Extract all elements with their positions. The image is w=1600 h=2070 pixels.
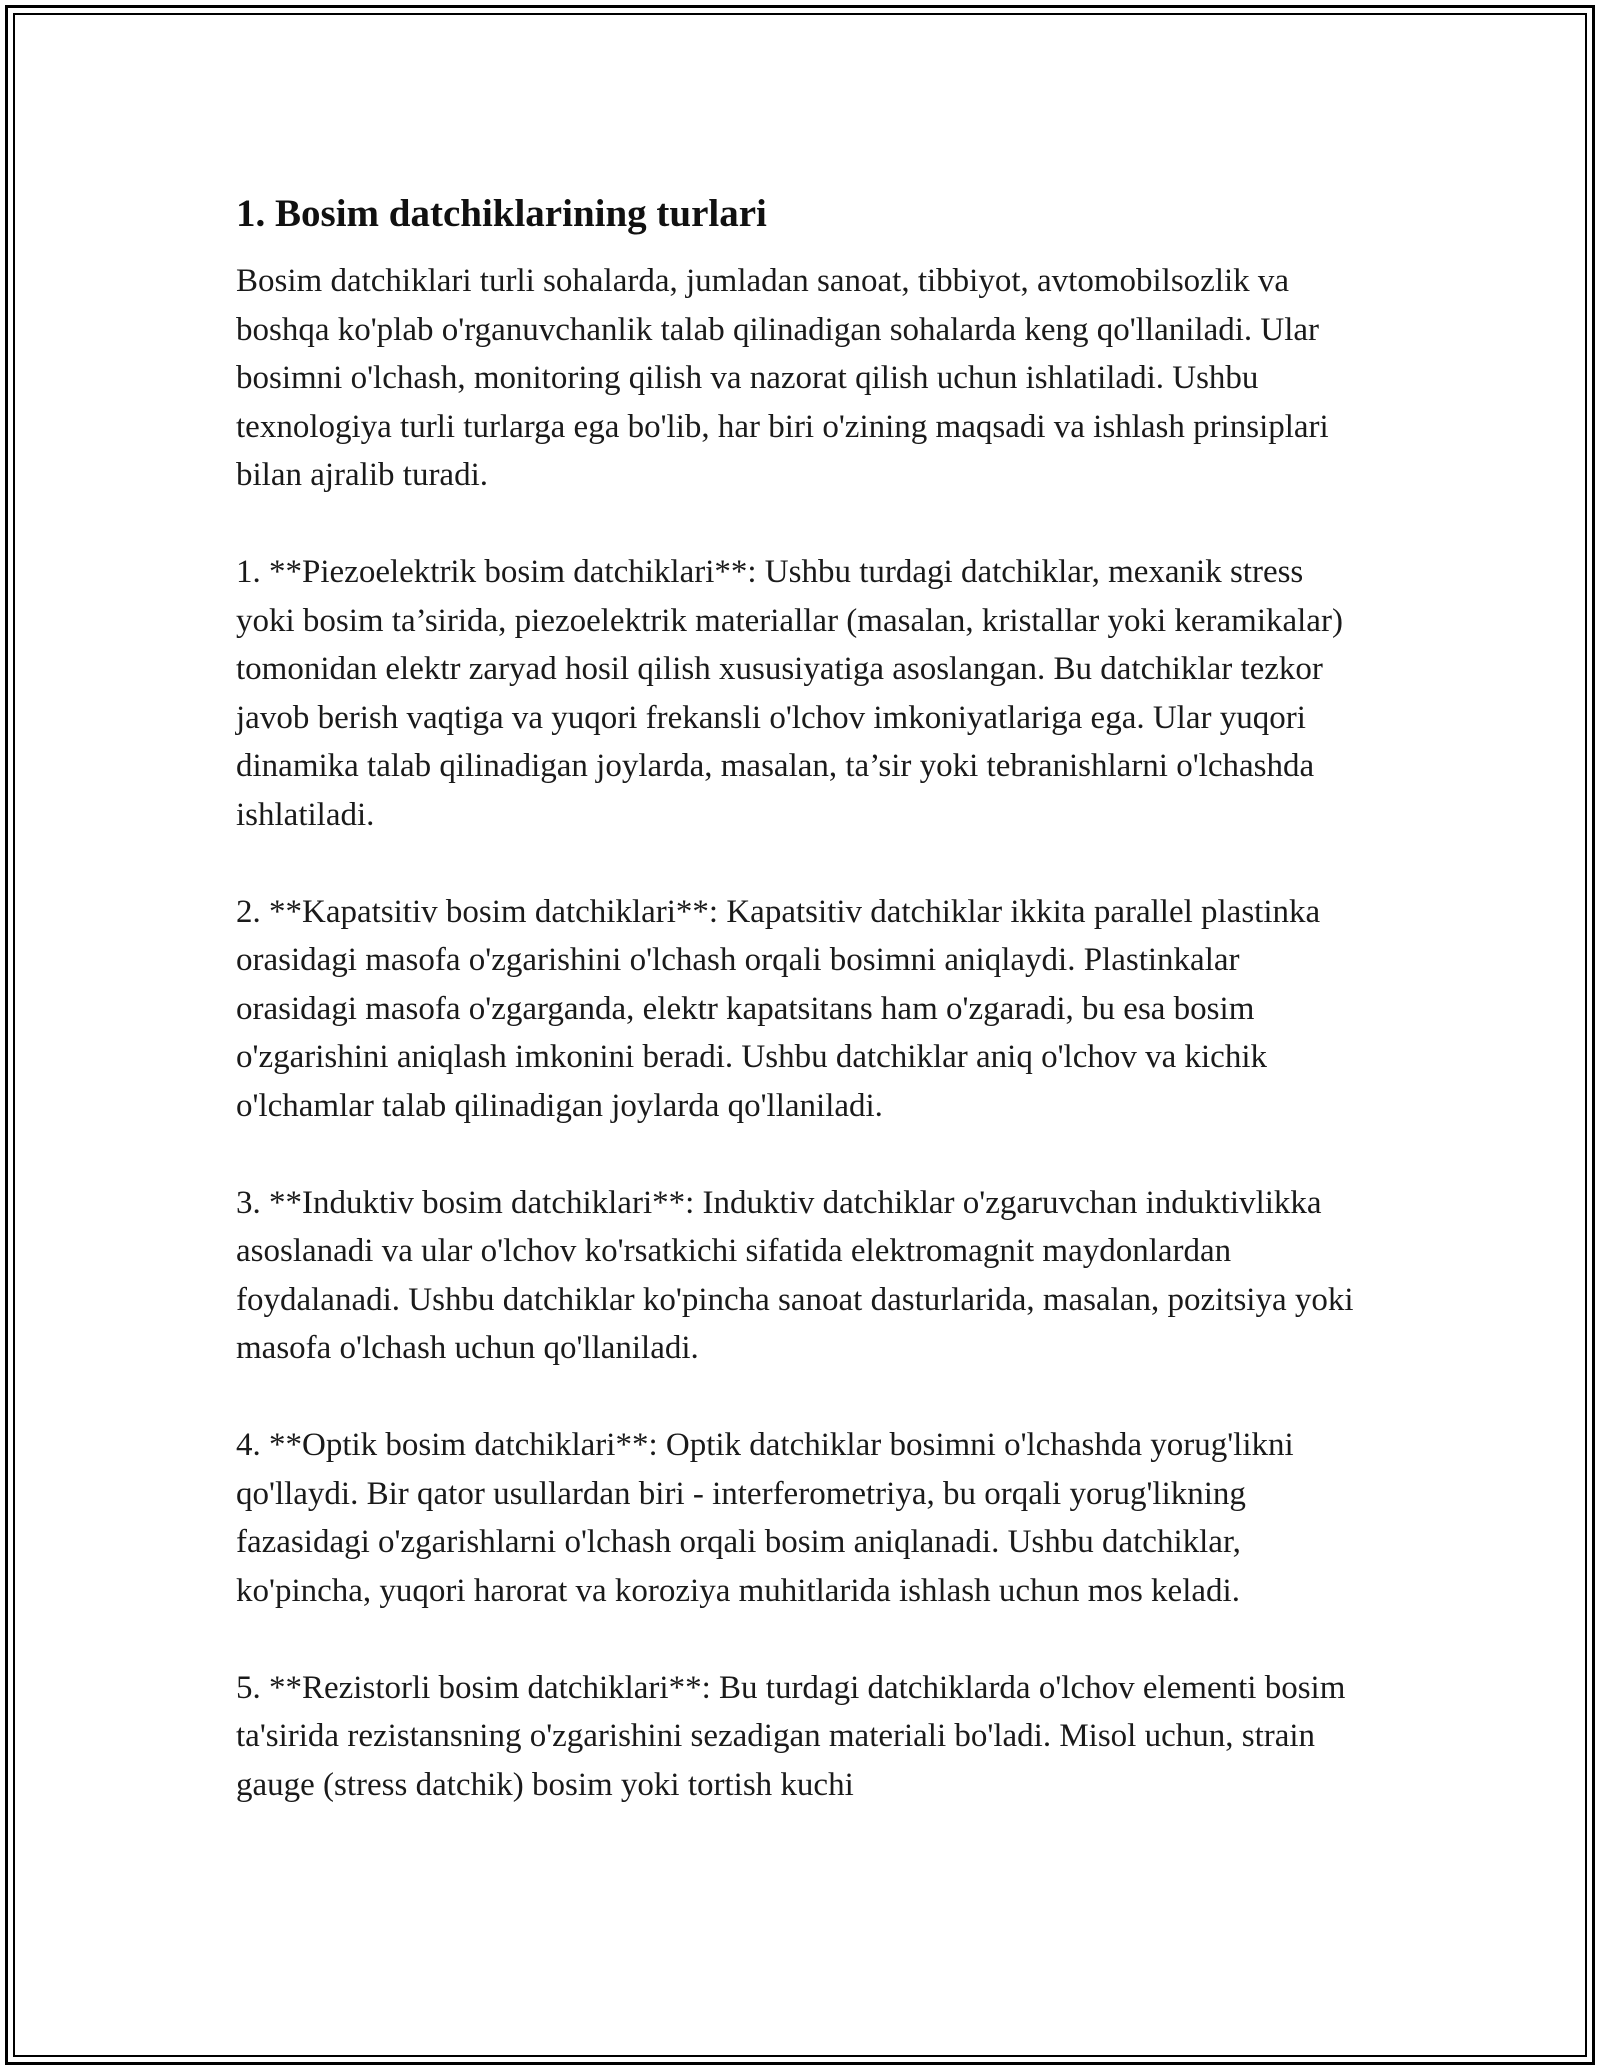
intro-paragraph: Bosim datchiklari turli sohalarda, jumladan sanoat, tibbiyot, avtomobilsozlik va boshqa ko'plab o'rganuvchanlik talab qilinadigan sohalarda keng qo'llaniladi. Ular bosimni o'lchash, monitoring qilish va nazorat qilish uchun ishlatiladi. Ushbu texnologiya turli turlarga ega bo'lib, har biri o'zining maqsadi va ishlash prinsiplari bilan ajralib turadi. xyxy=(236,263,1329,493)
piezoelectric-paragraph: 1. **Piezoelektrik bosim datchiklari**: Ushbu turdagi datchiklar, mexanik stress yoki bosim ta’sirida, piezoelektrik materiallar (masalan, kristallar yoki keramikalar) tomonidan elektr zaryad hosil qilish xususiyatiga asoslangan. Bu datchiklar tezkor javob berish vaqtiga va yuqori frekansli o'lchov imkoniyatlariga ega. Ular yuqori dinamika talab qilinadigan joylarda, masalan, ta’sir yoki tebranishlarni o'lchashda ishlatiladi. xyxy=(236,554,1343,833)
section-heading: 1. Bosim datchiklarining turlari xyxy=(236,192,767,235)
inductive-paragraph: 3. **Induktiv bosim datchiklari**: Induktiv datchiklar o'zgaruvchan induktivlikka asoslanadi va ular o'lchov ko'rsatkichi sifatida elektromagnit maydonlardan foydalanadi. Ushbu datchiklar ko'pincha sanoat dasturlarida, masalan, pozitsiya yoki masofa o'lchash uchun qo'llaniladi. xyxy=(236,1184,1354,1366)
document-body xyxy=(236,185,1366,1809)
capacitive-paragraph: 2. **Kapatsitiv bosim datchiklari**: Kapatsitiv datchiklar ikkita parallel plastinka orasidagi masofa o'zgarishini o'lchash orqali bosimni aniqlaydi. Plastinkalar orasidagi masofa o'zgarganda, elektr kapatsitans ham o'zgaradi, bu esa bosim o'zgarishini aniqlash imkonini beradi. Ushbu datchiklar aniq o'lchov va kichik o'lchamlar talab qilinadigan joylarda qo'llaniladi. xyxy=(236,893,1321,1124)
resistive-paragraph: 5. **Rezistorli bosim datchiklari**: Bu turdagi datchiklarda o'lchov elementi bosim ta'sirida rezistansning o'zgarishini sezadigan materiali bo'ladi. Misol uchun, strain gauge (stress datchik) bosim yoki tortish kuchi xyxy=(236,1669,1346,1803)
optical-paragraph: 4. **Optik bosim datchiklari**: Optik datchiklar bosimni o'lchashda yorug'likni qo'llaydi. Bir qator usullardan biri - interferometriya, bu orqali yorug'likning fazasidagi o'zgarishlarni o'lchash orqali bosim aniqlanadi. Ushbu datchiklar, ko'pincha, yuqori harorat va koroziya muhitlarida ishlash uchun mos keladi. xyxy=(236,1427,1294,1609)
